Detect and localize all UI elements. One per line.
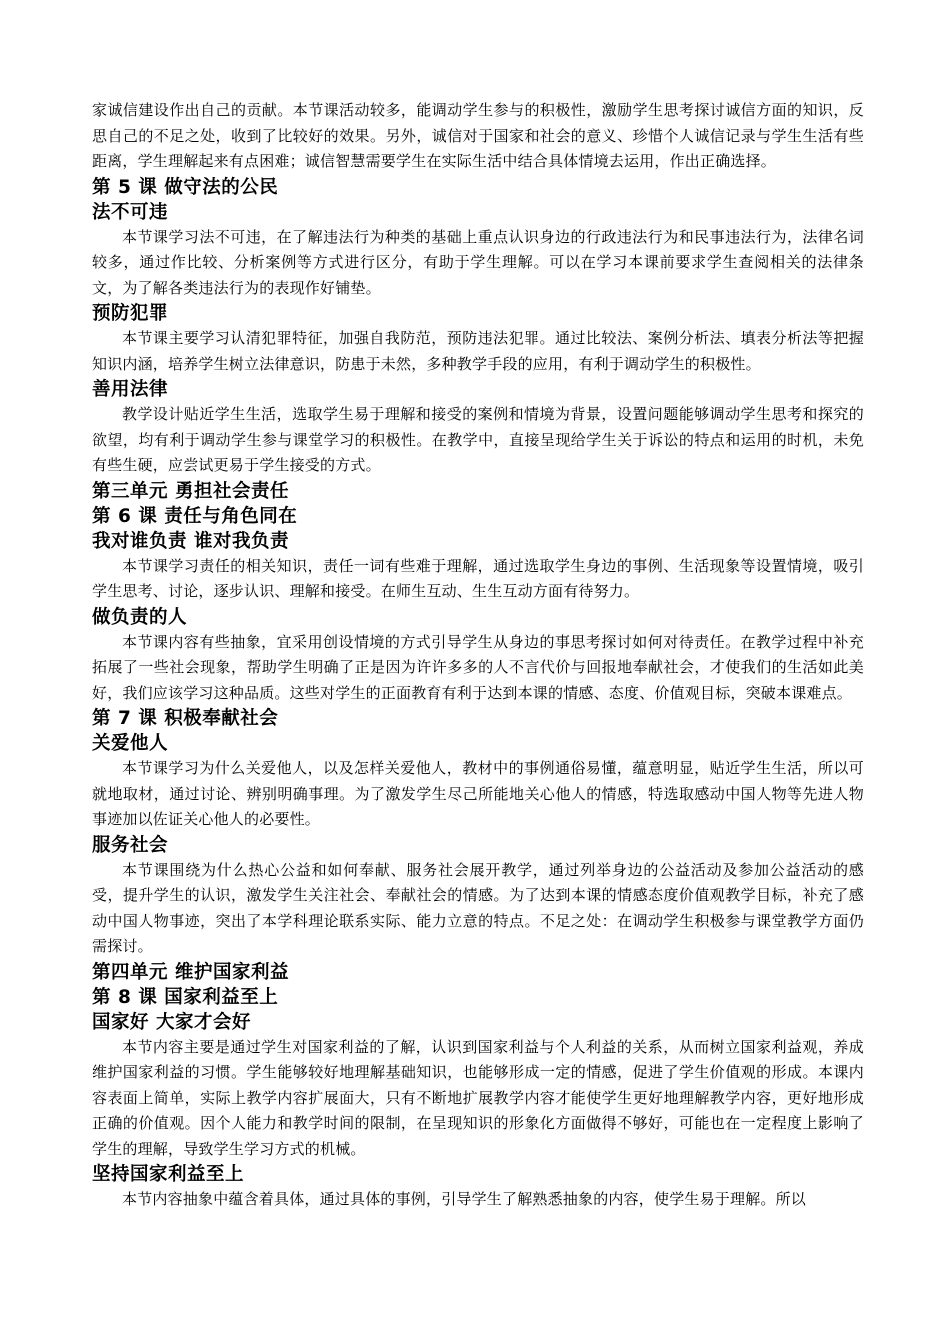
paragraph: 本节课主要学习认清犯罪特征，加强自我防范，预防违法犯罪。通过比较法、案例分析法、填表分析法等把握知识内涵，培养学生树立法律意识，防患于未然，多种教学手段的应用，有利于调动学生的积极性。 [92, 329, 864, 373]
section-heading: 服务社会 [92, 834, 169, 856]
section-heading: 坚持国家利益至上 [92, 1164, 245, 1185]
section-heading: 法不可违 [92, 201, 169, 223]
paragraph: 教学设计贴近学生生活，选取学生易于理解和接受的案例和情境为背景，设置问题能够调动学生思考和探究的欲望，均有利于调动学生参与课堂学习的积极性。在教学中，直接呈现给学生关于诉讼的特点和运用的时机，未免有些生硬，应尝试更易于学生接受的方式。 [92, 405, 864, 474]
section-heading: 做负责的人 [92, 606, 188, 628]
lesson-heading: 第 7 课 积极奉献社会 [92, 708, 279, 729]
paragraph: 本节课学习责任的相关知识，责任一词有些难于理解，通过选取学生身边的事例、生活现象等设置情境，吸引学生思考、讨论，逐步认识、理解和接受。在师生互动、生生互动方面有待努力。 [92, 556, 864, 600]
section-heading: 善用法律 [92, 379, 169, 400]
paragraph: 本节课围绕为什么热心公益和如何奉献、服务社会展开教学，通过列举身边的公益活动及参加公益活动的感受，提升学生的认识，激发学生关注社会、奉献社会的情感。为了达到本课的情感态度价值观教学目标，补充了感动中国人物事迹，突出了本学科理论联系实际、能力立意的特点。不足之处：在调动学生积极参与课堂教学方面仍需探讨。 [92, 860, 864, 955]
paragraph: 本节内容主要是通过学生对国家利益的了解，认识到国家利益与个人利益的关系，从而树立国家利益观，养成维护国家利益的习惯。学生能够较好地理解基础知识，也能够形成一定的情感，促进了学生价值观的形成。本课内容表面上简单，实际上教学内容扩展面大，只有不断地扩展教学内容才能使学生更好地理解教学内容，更好地形成正确的价值观。因个人能力和教学时间的限制，在呈现知识的形象化方面做得不够好，可能也在一定程度上影响了学生的理解，导致学生学习方式的机械。 [92, 1037, 864, 1158]
paragraph: 本节课学习为什么关爱他人，以及怎样关爱他人，教材中的事例通俗易懂，蕴意明显，贴近学生生活，所以可就地取材，通过讨论、辨别明确事理。为了激发学生尽己所能地关心他人的情感，特选取感动中国人物等先进人物事迹加以佐证关心他人的必要性。 [92, 759, 864, 828]
section-heading: 预防犯罪 [92, 303, 169, 324]
section-heading: 关爱他人 [92, 733, 169, 754]
paragraph: 家诚信建设作出自己的贡献。本节课活动较多，能调动学生参与的积极性，激励学生思考探讨诚信方面的知识，反思自己的不足之处，收到了比较好的效果。另外，诚信对于国家和社会的意义、珍惜个人诚信记录与学生生活有些距离，学生理解起来有点困难；诚信智慧需要学生在实际生活中结合具体情境去运用，作出正确选择。 [92, 101, 864, 170]
paragraph: 本节内容抽象中蕴含着具体，通过具体的事例，引导学生了解熟悉抽象的内容，使学生易于理解。所以 [122, 1190, 807, 1208]
lesson-heading: 第 8 课 国家利益至上 [92, 986, 279, 1008]
lesson-heading: 第 6 课 责任与角色同在 [92, 505, 298, 527]
paragraph: 本节课内容有些抽象，宜采用创设情境的方式引导学生从身边的事思考探讨如何对待责任。在教学过程中补充拓展了一些社会现象，帮助学生明确了正是因为许许多多的人不言代价与回报地奉献社会，才使我们的生活如此美好，我们应该学习这种品质。这些对学生的正面教育有利于达到本课的情感、态度、价值观目标，突破本课难点。 [92, 632, 864, 702]
section-heading: 我对谁负责 谁对我负责 [92, 530, 289, 552]
section-heading: 国家好 大家才会好 [92, 1011, 251, 1033]
unit-heading: 第四单元 维护国家利益 [92, 961, 289, 983]
document-page [92, 98, 864, 1213]
paragraph: 本节课学习法不可违，在了解违法行为种类的基础上重点认识身边的行政违法行为和民事违法行为，法律名词较多，通过作比较、分析案例等方式进行区分，有助于学生理解。可以在学习本课前要求学生查阅相关的法律条文，为了解各类违法行为的表现作好铺垫。 [92, 227, 864, 297]
unit-heading: 第三单元 勇担社会责任 [92, 480, 289, 502]
lesson-heading: 第 5 课 做守法的公民 [92, 176, 279, 198]
